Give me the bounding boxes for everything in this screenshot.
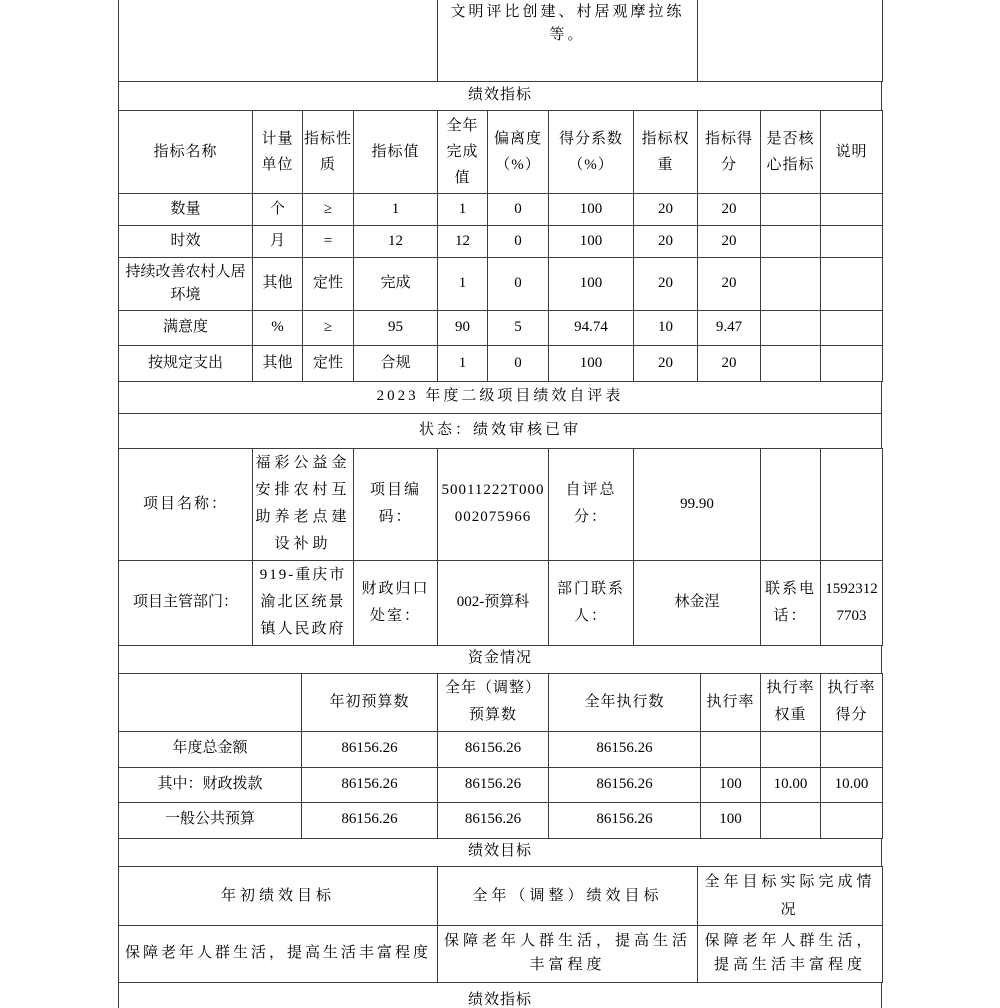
dept-label: 项目主管部门：: [119, 560, 253, 645]
indicator-cell: 100: [549, 225, 634, 257]
indicator-header-cell: 指标名称: [119, 110, 253, 193]
contact-value: 林金涅: [634, 560, 761, 645]
indicator-cell: 20: [634, 225, 698, 257]
indicator-cell: 月: [253, 225, 303, 257]
funds-cell: 86156.26: [549, 767, 701, 802]
indicator-cell: [761, 225, 821, 257]
doc-title: 2023 年度二级项目绩效自评表: [119, 381, 882, 413]
indicator-cell: 20: [634, 193, 698, 225]
funds-cell: 一般公共预算: [119, 802, 302, 838]
indicator-cell: 20: [698, 345, 761, 381]
section-banner-table: [118, 982, 882, 1008]
indicator-cell: 数量: [119, 193, 253, 225]
project-code-value: 50011222T000002075966: [438, 448, 549, 560]
status-text: 状态：绩效审核已审: [119, 413, 882, 448]
goal-header-cell: 全年目标实际完成情况: [698, 866, 883, 925]
funds-header-cell: 全年执行数: [549, 673, 701, 731]
funds-cell: 100: [701, 802, 761, 838]
funds-cell: 86156.26: [438, 731, 549, 767]
section-title-goals: 绩效目标: [119, 838, 882, 866]
goals-header-row: [119, 866, 883, 925]
table-row: [119, 413, 882, 448]
indicator-cell: 0: [488, 193, 549, 225]
indicator-cell: 12: [438, 225, 488, 257]
funds-row: [119, 767, 883, 802]
empty-cell: [698, 0, 883, 81]
funds-row: [119, 731, 883, 767]
funds-header-cell: 全年（调整）预算数: [438, 673, 549, 731]
goal-cell: 保障老年人群生活，提高生活丰富程度: [698, 925, 883, 982]
funds-cell: [761, 731, 821, 767]
funds-cell: 86156.26: [302, 731, 438, 767]
indicator-cell: 0: [488, 257, 549, 310]
funds-header-cell: 执行率: [701, 673, 761, 731]
evaluation-sheet: [118, 0, 882, 1008]
funds-table: [118, 673, 883, 839]
goal-cell: 保障老年人群生活，提高生活丰富程度: [438, 925, 698, 982]
indicator-cell: [761, 345, 821, 381]
funds-header-row: [119, 673, 883, 731]
indicator-cell: 100: [549, 257, 634, 310]
dept-value: 919-重庆市渝北区统景镇人民政府: [253, 560, 354, 645]
office-value: 002-预算科: [438, 560, 549, 645]
indicator-cell: %: [253, 310, 303, 345]
indicator-cell: 20: [634, 257, 698, 310]
indicator-cell: [761, 257, 821, 310]
indicator-cell: [821, 257, 883, 310]
table-row: [119, 838, 882, 866]
indicator-cell: =: [303, 225, 354, 257]
section-title-funds: 资金情况: [119, 645, 882, 673]
funds-header-cell: 年初预算数: [302, 673, 438, 731]
indicator-cell: ≥: [303, 310, 354, 345]
indicator-cell: 个: [253, 193, 303, 225]
indicator-cell: 1: [438, 345, 488, 381]
indicator-cell: 时效: [119, 225, 253, 257]
indicator-header-cell: 是否核心指标: [761, 110, 821, 193]
funds-cell: [761, 802, 821, 838]
indicator-cell: 94.74: [549, 310, 634, 345]
section-banner-table: [118, 838, 882, 867]
indicator-cell: 100: [549, 193, 634, 225]
indicator-cell: 10: [634, 310, 698, 345]
indicator-cell: 持续改善农村人居环境: [119, 257, 253, 310]
title-row-table: [118, 381, 882, 414]
indicator-header-cell: 指标值: [354, 110, 438, 193]
project-code-label: 项目编码：: [354, 448, 438, 560]
indicator-row: [119, 310, 883, 345]
indicator-cell: 其他: [253, 345, 303, 381]
project-row: [119, 448, 883, 560]
indicator-row: [119, 345, 883, 381]
status-row-table: [118, 413, 882, 449]
funds-cell: 86156.26: [302, 802, 438, 838]
indicator-header-row: [119, 110, 883, 193]
goal-header-cell: 年初绩效目标: [119, 866, 438, 925]
funds-cell: 100: [701, 767, 761, 802]
goal-header-cell: 全年（调整）绩效目标: [438, 866, 698, 925]
table-row: [119, 982, 882, 1008]
top-partial-row-table: [118, 0, 883, 82]
indicator-cell: [821, 225, 883, 257]
indicator-cell: 合规: [354, 345, 438, 381]
indicator-cell: 按规定支出: [119, 345, 253, 381]
empty-cell: [119, 0, 438, 81]
project-name-label: 项目名称：: [119, 448, 253, 560]
funds-header-cell: 执行率权重: [761, 673, 821, 731]
contact-label: 部门联系人：: [549, 560, 634, 645]
empty-cell: [821, 448, 883, 560]
indicator-cell: [761, 193, 821, 225]
empty-cell: [761, 448, 821, 560]
project-info-table: [118, 448, 883, 646]
indicator-cell: [761, 310, 821, 345]
indicator-row: [119, 193, 883, 225]
indicator-cell: 95: [354, 310, 438, 345]
indicator-table: [118, 110, 883, 382]
funds-cell: 10.00: [821, 767, 883, 802]
goals-table: [118, 866, 883, 983]
funds-cell: 86156.26: [549, 731, 701, 767]
funds-cell: 86156.26: [549, 802, 701, 838]
indicator-cell: 满意度: [119, 310, 253, 345]
project-name-value: 福彩公益金安排农村互助养老点建设补助: [253, 448, 354, 560]
indicator-cell: 1: [438, 193, 488, 225]
indicator-cell: 1: [354, 193, 438, 225]
self-score-value: 99.90: [634, 448, 761, 560]
indicator-cell: [821, 310, 883, 345]
table-row: [119, 381, 882, 413]
indicator-cell: 1: [438, 257, 488, 310]
funds-header-cell: 执行率得分: [821, 673, 883, 731]
indicator-cell: [821, 193, 883, 225]
indicator-cell: 定性: [303, 345, 354, 381]
table-row: [119, 645, 882, 673]
indicator-header-cell: 偏离度（%）: [488, 110, 549, 193]
indicator-header-cell: 指标权重: [634, 110, 698, 193]
indicator-cell: 定性: [303, 257, 354, 310]
office-label: 财政归口处室：: [354, 560, 438, 645]
funds-cell: 86156.26: [302, 767, 438, 802]
indicator-cell: 20: [698, 193, 761, 225]
goal-cell: 保障老年人群生活，提高生活丰富程度: [119, 925, 438, 982]
indicator-header-cell: 说明: [821, 110, 883, 193]
self-score-label: 自评总分：: [549, 448, 634, 560]
indicator-header-cell: 指标性质: [303, 110, 354, 193]
indicator-cell: 12: [354, 225, 438, 257]
indicator-header-cell: 全年完成值: [438, 110, 488, 193]
goals-row: [119, 925, 883, 982]
funds-cell: [701, 731, 761, 767]
section-banner-table: [118, 645, 882, 674]
project-row: [119, 560, 883, 645]
funds-cell: 年度总金额: [119, 731, 302, 767]
indicator-row: [119, 225, 883, 257]
indicator-header-cell: 得分系数（%）: [549, 110, 634, 193]
indicator-cell: 20: [634, 345, 698, 381]
indicator-cell: 20: [698, 257, 761, 310]
indicator-cell: [821, 345, 883, 381]
funds-cell: [821, 731, 883, 767]
phone-value: 15923127703: [821, 560, 883, 645]
indicator-cell: 完成: [354, 257, 438, 310]
funds-cell: 10.00: [761, 767, 821, 802]
funds-cell: 86156.26: [438, 767, 549, 802]
indicator-cell: ≥: [303, 193, 354, 225]
indicator-header-cell: 指标得分: [698, 110, 761, 193]
section-banner-table: [118, 81, 882, 111]
indicator-cell: 5: [488, 310, 549, 345]
section-title-indicators-bottom: 绩效指标: [119, 982, 882, 1008]
table-row: [119, 81, 882, 110]
funds-cell: 其中：财政拨款: [119, 767, 302, 802]
indicator-cell: 其他: [253, 257, 303, 310]
funds-header-cell: [119, 673, 302, 731]
section-title-indicators: 绩效指标: [119, 81, 882, 110]
indicator-cell: 90: [438, 310, 488, 345]
continuation-text: 文明评比创建、村居观摩拉练等。: [438, 0, 698, 81]
indicator-header-cell: 计量单位: [253, 110, 303, 193]
indicator-cell: 0: [488, 225, 549, 257]
funds-cell: [821, 802, 883, 838]
indicator-cell: 9.47: [698, 310, 761, 345]
indicator-cell: 100: [549, 345, 634, 381]
indicator-cell: 0: [488, 345, 549, 381]
phone-label: 联系电话：: [761, 560, 821, 645]
funds-row: [119, 802, 883, 838]
table-row: [119, 0, 883, 81]
funds-cell: 86156.26: [438, 802, 549, 838]
indicator-cell: 20: [698, 225, 761, 257]
indicator-row: [119, 257, 883, 310]
